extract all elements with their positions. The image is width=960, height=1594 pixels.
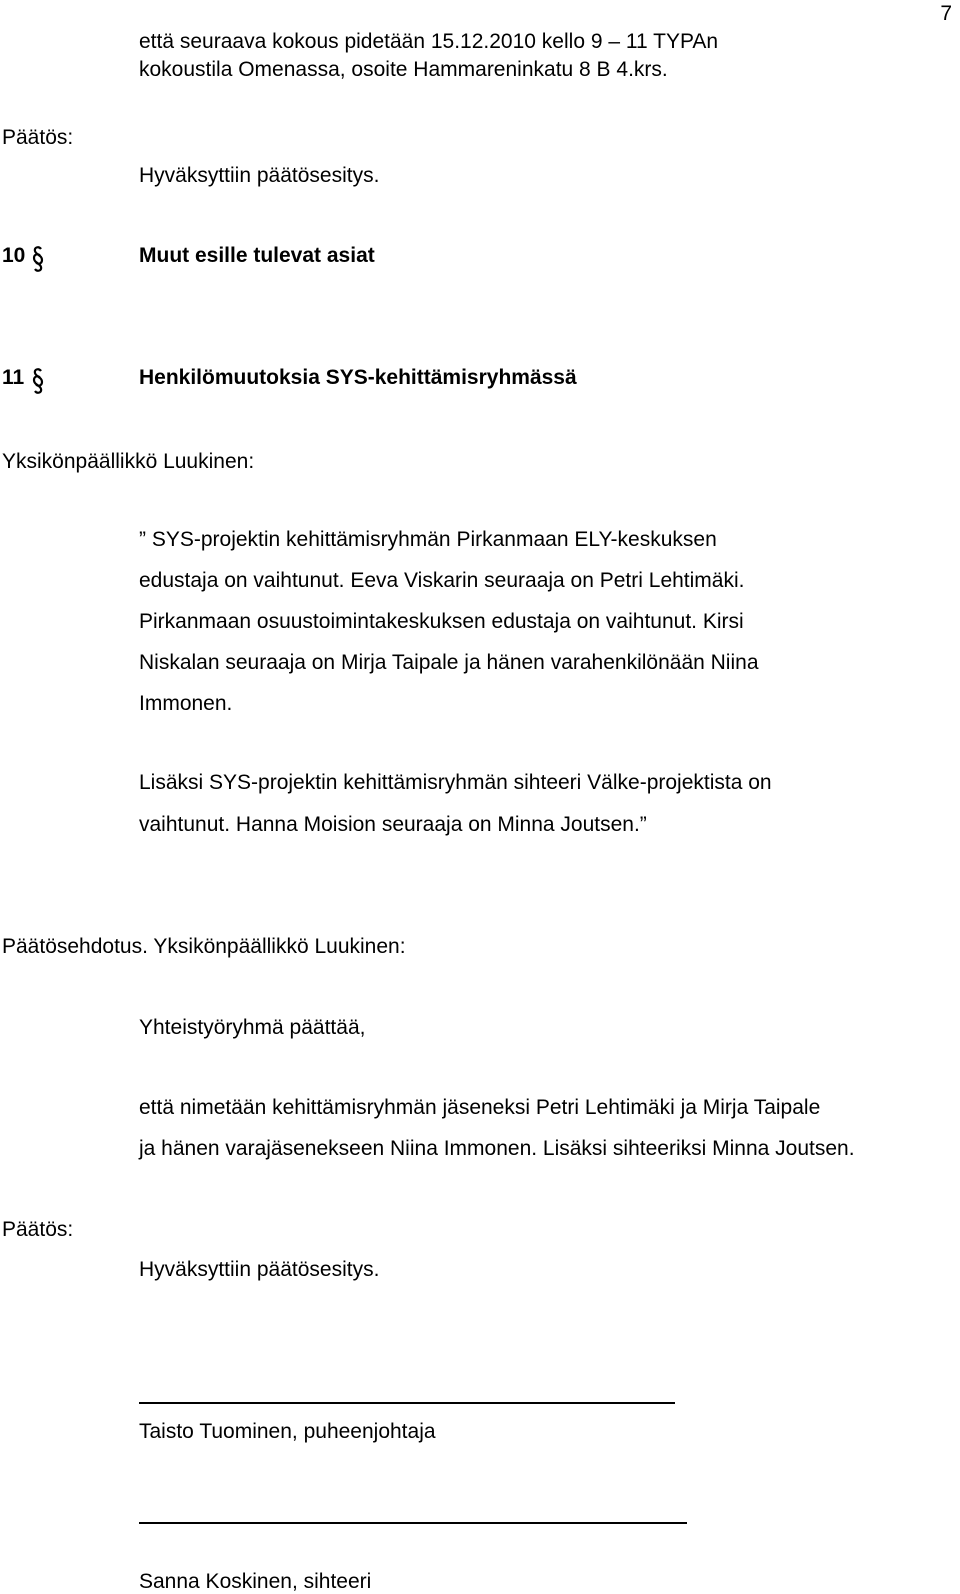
signature-line xyxy=(139,1522,687,1524)
decision-label: Päätös: xyxy=(2,126,74,149)
quote-line: Lisäksi SYS-projektin kehittämisryhmän sihteeri Välke-projektista on xyxy=(139,771,772,794)
signature-secretary: Sanna Koskinen, sihteeri xyxy=(139,1570,372,1593)
section-11-number: 11 xyxy=(2,366,25,389)
intro-line-2: kokoustila Omenassa, osoite Hammareninkatu 8 B 4.krs. xyxy=(139,58,668,81)
decision-text: Hyväksyttiin päätösesitys. xyxy=(139,164,380,187)
quote-line: ” SYS-projektin kehittämisryhmän Pirkanmaan ELY-keskuksen xyxy=(139,528,717,551)
group-decides: Yhteistyöryhmä päättää, xyxy=(139,1016,366,1039)
section-11-title: Henkilömuutoksia SYS-kehittämisryhmässä xyxy=(139,366,577,389)
speaker-label: Yksikönpäällikkö Luukinen: xyxy=(2,450,255,473)
decision-label: Päätös: xyxy=(2,1218,74,1241)
signature-chair: Taisto Tuominen, puheenjohtaja xyxy=(139,1420,436,1443)
page-number: 7 xyxy=(940,2,952,25)
quote-line: edustaja on vaihtunut. Eeva Viskarin seuraaja on Petri Lehtimäki. xyxy=(139,569,745,592)
quote-line: vaihtunut. Hanna Moision seuraaja on Minna Joutsen.” xyxy=(139,813,647,836)
resolution-line: että nimetään kehittämisryhmän jäseneksi Petri Lehtimäki ja Mirja Taipale xyxy=(139,1096,821,1119)
section-10-title: Muut esille tulevat asiat xyxy=(139,244,375,267)
proposal-label: Päätösehdotus. Yksikönpäällikkö Luukinen: xyxy=(2,935,406,958)
decision-text: Hyväksyttiin päätösesitys. xyxy=(139,1258,380,1281)
resolution-line: ja hänen varajäsenekseen Niina Immonen. Lisäksi sihteeriksi Minna Joutsen. xyxy=(139,1137,855,1160)
quote-line: Immonen. xyxy=(139,692,233,715)
quote-line: Niskalan seuraaja on Mirja Taipale ja hänen varahenkilönään Niina xyxy=(139,651,759,674)
section-10-number: 10 xyxy=(2,244,26,267)
signature-line xyxy=(139,1402,675,1404)
section-sign-icon xyxy=(32,246,44,270)
quote-line: Pirkanmaan osuustoimintakeskuksen edustaja on vaihtunut. Kirsi xyxy=(139,610,744,633)
section-sign-icon xyxy=(32,368,44,392)
intro-line-1: että seuraava kokous pidetään 15.12.2010 kello 9 – 11 TYPAn xyxy=(139,30,719,53)
